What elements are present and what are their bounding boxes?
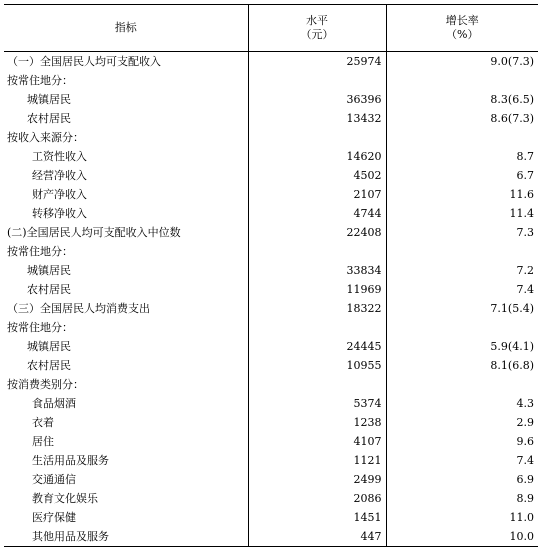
income-expenditure-table (4, 4, 538, 547)
table-row (4, 128, 538, 147)
row-growth-rate: 11.0 (386, 508, 538, 527)
row-growth-rate (386, 242, 538, 261)
table-row (4, 52, 538, 72)
row-label: 财产净收入 (32, 188, 87, 201)
row-growth-rate (386, 71, 538, 90)
row-value (248, 375, 386, 394)
row-label: 农村居民 (27, 112, 71, 125)
row-growth-rate: 4.3 (386, 394, 538, 413)
table-row (4, 299, 538, 318)
row-growth-rate: 5.9(4.1) (386, 337, 538, 356)
row-growth-rate: 8.1(6.8) (386, 356, 538, 375)
row-label: （一）全国居民人均可支配收入 (7, 55, 161, 68)
header-level-unit: （元） (300, 28, 334, 41)
table-row (4, 337, 538, 356)
row-value: 24445 (248, 337, 386, 356)
table-row (4, 451, 538, 470)
row-value: 13432 (248, 109, 386, 128)
table-row (4, 280, 538, 299)
table-row (4, 470, 538, 489)
row-value: 4744 (248, 204, 386, 223)
header-level-label: 水平 (306, 14, 328, 27)
row-value (248, 318, 386, 337)
row-value: 25974 (248, 52, 386, 72)
row-growth-rate: 2.9 (386, 413, 538, 432)
table-row (4, 204, 538, 223)
row-value: 2499 (248, 470, 386, 489)
row-label: 医疗保健 (32, 511, 76, 524)
row-growth-rate: 7.2 (386, 261, 538, 280)
header-indicator-label: 指标 (114, 21, 137, 34)
row-value: 14620 (248, 147, 386, 166)
row-growth-rate (386, 318, 538, 337)
table-row (4, 375, 538, 394)
row-growth-rate: 6.7 (386, 166, 538, 185)
row-label: 按收入来源分： (7, 131, 84, 144)
row-label: 农村居民 (27, 283, 71, 296)
row-growth-rate: 10.0 (386, 527, 538, 547)
row-label: 按常住地分： (7, 245, 73, 258)
row-growth-rate: 7.4 (386, 280, 538, 299)
row-growth-rate: 11.4 (386, 204, 538, 223)
table-header-row (4, 5, 538, 52)
row-label: 城镇居民 (27, 93, 71, 106)
row-value: 11969 (248, 280, 386, 299)
row-label: 城镇居民 (27, 340, 71, 353)
table-row (4, 413, 538, 432)
row-value: 2086 (248, 489, 386, 508)
table-row (4, 318, 538, 337)
table-body (4, 52, 538, 547)
row-growth-rate: 7.1(5.4) (386, 299, 538, 318)
table-row (4, 147, 538, 166)
row-value (248, 71, 386, 90)
header-growth-rate-label: 增长率 (445, 14, 479, 27)
row-value: 1121 (248, 451, 386, 470)
row-growth-rate (386, 375, 538, 394)
row-label: 食品烟酒 (32, 397, 76, 410)
table-row (4, 432, 538, 451)
row-growth-rate: 9.6 (386, 432, 538, 451)
row-value (248, 128, 386, 147)
table-row (4, 489, 538, 508)
table-row (4, 394, 538, 413)
row-label: 其他用品及服务 (4, 527, 248, 547)
table-row (4, 356, 538, 375)
row-label: 经营净收入 (32, 169, 87, 182)
row-growth-rate: 8.9 (386, 489, 538, 508)
row-label: (二)全国居民人均可支配收入中位数 (7, 226, 181, 239)
row-growth-rate: 8.7 (386, 147, 538, 166)
row-growth-rate: 7.4 (386, 451, 538, 470)
table-row (4, 90, 538, 109)
row-label: 交通通信 (32, 473, 76, 486)
header-growth-rate (386, 5, 538, 52)
row-growth-rate: 6.9 (386, 470, 538, 489)
header-indicator (4, 5, 248, 52)
row-label: 按常住地分： (7, 74, 73, 87)
row-value: 22408 (248, 223, 386, 242)
row-label: 按消费类别分： (7, 378, 84, 391)
table-row (4, 261, 538, 280)
row-growth-rate: 8.3(6.5) (386, 90, 538, 109)
table-row (4, 109, 538, 128)
table-row (4, 223, 538, 242)
row-value: 36396 (248, 90, 386, 109)
row-value: 4502 (248, 166, 386, 185)
row-value: 10955 (248, 356, 386, 375)
row-label: 居住 (32, 435, 54, 448)
row-label: 转移净收入 (32, 207, 87, 220)
row-label: 生活用品及服务 (32, 454, 109, 467)
row-label: 城镇居民 (27, 264, 71, 277)
row-label: 衣着 (32, 416, 54, 429)
table-row (4, 166, 538, 185)
table-row (4, 71, 538, 90)
row-value: 1451 (248, 508, 386, 527)
row-label: 按常住地分： (7, 321, 73, 334)
table-row (4, 185, 538, 204)
row-label: 工资性收入 (32, 150, 87, 163)
table-footnote (0, 541, 544, 549)
row-label: （三）全国居民人均消费支出 (7, 302, 150, 315)
row-growth-rate: 9.0(7.3) (386, 52, 538, 72)
row-growth-rate: 7.3 (386, 223, 538, 242)
header-level (248, 5, 386, 52)
header-growth-rate-unit: （%） (446, 28, 479, 41)
row-value: 33834 (248, 261, 386, 280)
row-value: 18322 (248, 299, 386, 318)
row-value: 2107 (248, 185, 386, 204)
row-value: 447 (248, 527, 386, 547)
row-label: 教育文化娱乐 (32, 492, 98, 505)
row-value (248, 242, 386, 261)
row-growth-rate: 8.6(7.3) (386, 109, 538, 128)
table-row (4, 242, 538, 261)
row-value: 1238 (248, 413, 386, 432)
row-value: 4107 (248, 432, 386, 451)
row-value: 5374 (248, 394, 386, 413)
row-label: 农村居民 (27, 359, 71, 372)
table-row (4, 508, 538, 527)
row-growth-rate: 11.6 (386, 185, 538, 204)
row-growth-rate (386, 128, 538, 147)
